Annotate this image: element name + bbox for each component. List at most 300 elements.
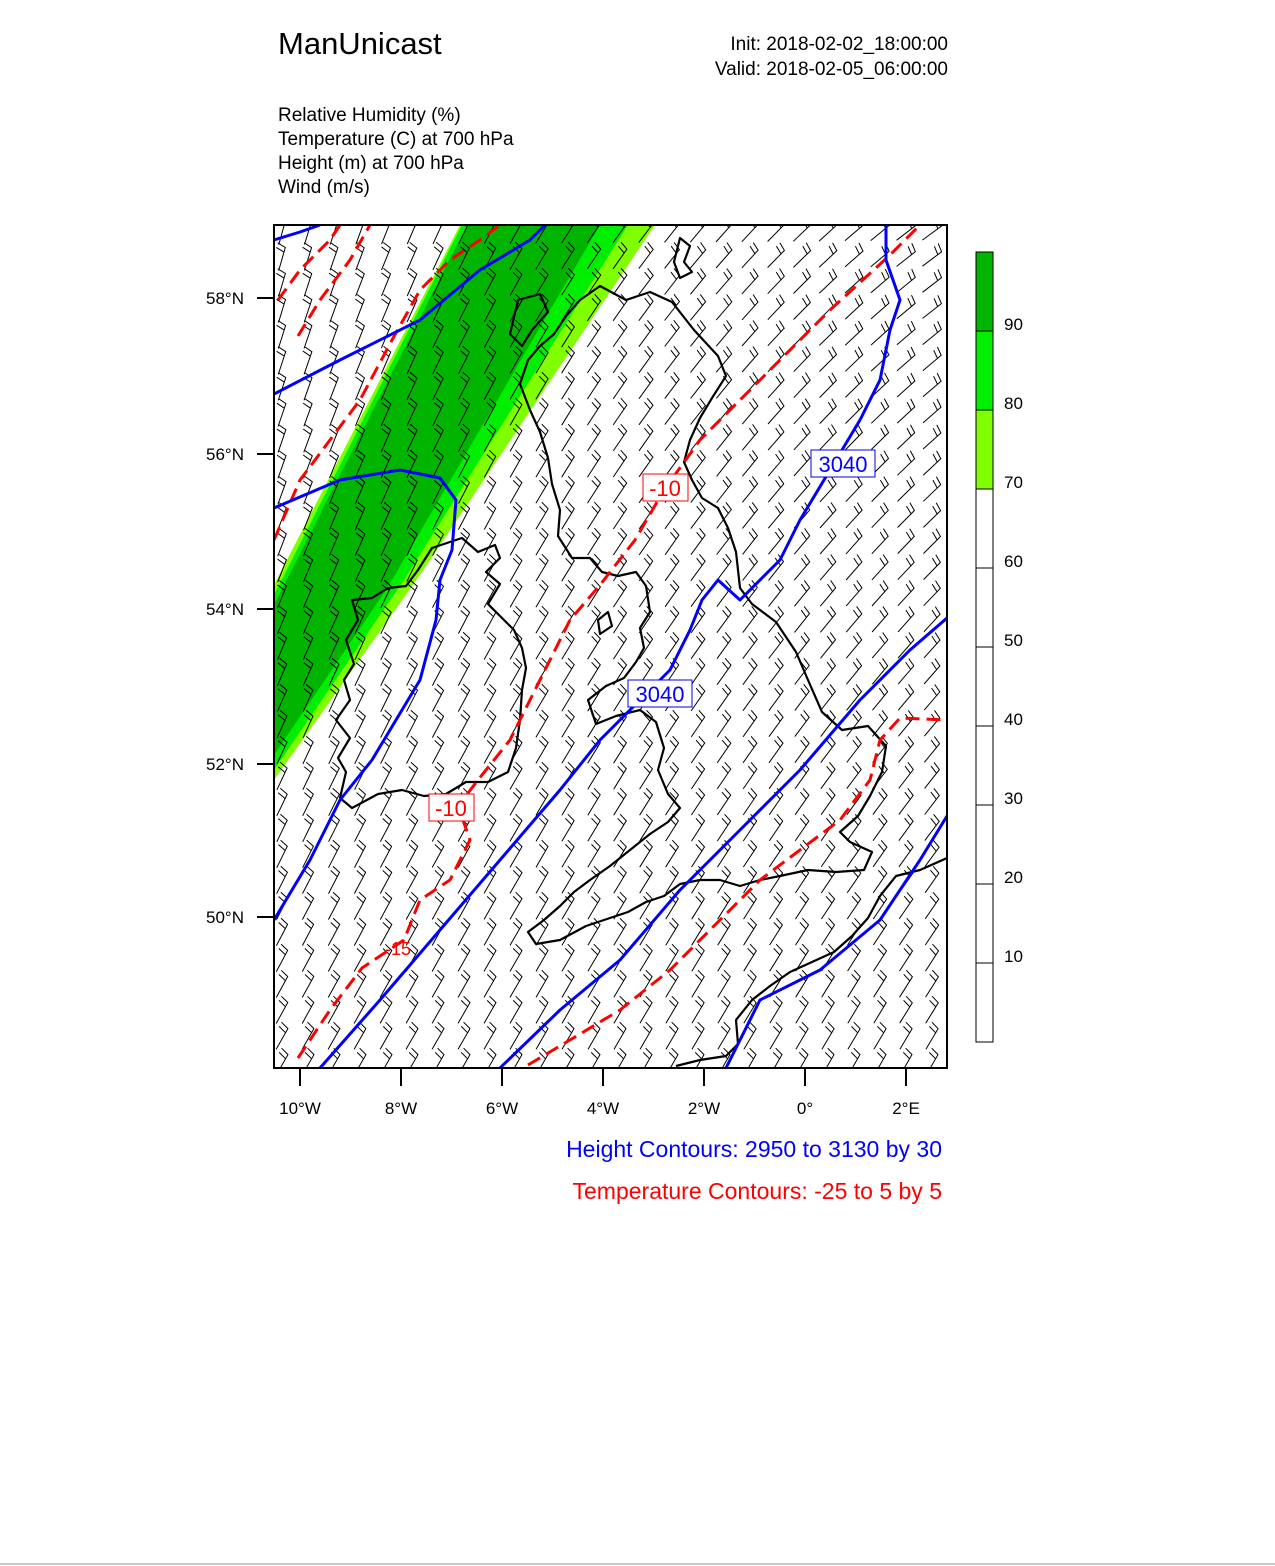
wind-barb — [691, 788, 704, 815]
wind-barb — [871, 295, 889, 319]
wind-barb — [820, 503, 836, 529]
colorbar-label-40: 40 — [1004, 710, 1023, 729]
wind-barb — [666, 996, 678, 1023]
wind-barb — [562, 970, 574, 997]
wind-barb — [848, 1048, 860, 1075]
wind-barb — [640, 1048, 652, 1075]
wind-barb — [690, 216, 705, 242]
wind-barb — [665, 580, 679, 607]
wind-barb — [484, 970, 496, 997]
wind-barb — [562, 502, 575, 529]
wind-barb — [690, 242, 705, 268]
wind-barb — [587, 320, 600, 347]
wind-barb — [794, 347, 811, 372]
wind-barb — [406, 1022, 418, 1049]
wind-barb — [536, 554, 548, 581]
wind-barb — [614, 606, 627, 633]
wind-barb — [924, 736, 939, 762]
wind-barb — [874, 1022, 886, 1049]
wind-barb — [794, 269, 811, 294]
wind-barb — [691, 528, 705, 554]
wind-barb — [407, 658, 418, 685]
wind-barb — [381, 684, 392, 712]
wind-barb — [406, 762, 417, 789]
wind-barb — [484, 996, 496, 1023]
wind-barb — [407, 710, 418, 737]
wind-barb — [794, 554, 809, 580]
wind-barb — [562, 398, 575, 425]
wind-barb — [562, 424, 575, 451]
wind-barb — [871, 425, 888, 450]
wind-barb — [329, 866, 340, 893]
wind-barb — [562, 1022, 574, 1049]
temp-contour-4 — [298, 225, 920, 1058]
height-contour-1 — [274, 225, 320, 240]
wind-barb — [899, 814, 913, 840]
wind-barb — [276, 1048, 288, 1075]
field-relative-humidity: Relative Humidity (%) — [278, 105, 461, 126]
wind-barb — [484, 944, 496, 971]
wind-barb — [640, 736, 653, 763]
wind-barb — [536, 1048, 548, 1075]
wind-barb — [614, 684, 627, 711]
colorbar-label-30: 30 — [1004, 789, 1023, 808]
wind-barb — [640, 996, 652, 1023]
wind-barb — [640, 1022, 652, 1049]
lon-label-8w: 8°W — [384, 1099, 418, 1118]
wind-barb — [277, 425, 286, 453]
wind-barb — [329, 321, 338, 349]
wind-barb — [355, 295, 364, 323]
wind-barb — [691, 502, 705, 528]
wind-barb — [769, 866, 782, 893]
wind-barb — [872, 684, 887, 710]
wind-barb — [432, 840, 444, 867]
wind-barb — [819, 269, 836, 293]
wind-barb — [744, 918, 757, 945]
wind-barb — [458, 944, 470, 971]
wind-barb — [922, 218, 941, 241]
wind-barb — [768, 269, 785, 294]
wind-barb — [666, 762, 679, 789]
wind-barb — [484, 814, 496, 841]
lat-label-56: 56°N — [206, 445, 244, 464]
wind-barb — [846, 555, 862, 581]
temperature-contour-note: Temperature Contours: -25 to 5 by 5 — [572, 1178, 942, 1204]
wind-barb — [458, 554, 469, 581]
wind-barb — [899, 788, 913, 814]
wind-barb — [665, 372, 679, 398]
wind-barb — [926, 996, 939, 1023]
wind-barb — [354, 866, 365, 893]
colorbar-label-10: 10 — [1004, 947, 1023, 966]
wind-barb — [639, 398, 653, 425]
wind-barb — [795, 736, 809, 762]
wind-barb — [925, 788, 940, 814]
wind-barb — [381, 762, 392, 789]
wind-barb — [923, 399, 941, 423]
wind-barb — [381, 658, 392, 686]
wind-barb — [874, 1048, 886, 1075]
page-divider — [0, 1563, 1275, 1565]
wind-barb — [613, 528, 626, 555]
wind-barb — [822, 970, 835, 997]
wind-barb — [900, 944, 913, 971]
wind-barb — [665, 528, 679, 555]
wind-barb — [898, 477, 915, 502]
lon-label-2e: 2°E — [892, 1099, 920, 1118]
wind-barb — [924, 659, 940, 685]
wind-barb — [588, 814, 600, 841]
wind-barb — [432, 762, 443, 789]
wind-barb — [382, 217, 391, 245]
lat-label-54: 54°N — [206, 600, 244, 619]
wind-barb — [692, 840, 705, 867]
wind-barb — [406, 814, 417, 841]
wind-barb — [354, 892, 365, 919]
wind-barb — [613, 372, 627, 399]
wind-barb — [743, 502, 758, 528]
wind-barb — [536, 892, 548, 919]
wind-barb — [380, 814, 391, 841]
wind-barb — [691, 658, 705, 685]
wind-barb — [742, 424, 757, 450]
wind-barb — [355, 840, 366, 867]
wind-barb — [277, 373, 286, 401]
wind-barb — [794, 477, 810, 503]
wind-barb — [380, 866, 391, 893]
wind-barb — [458, 996, 470, 1023]
wind-barb — [432, 658, 443, 685]
wind-barb — [458, 1048, 470, 1075]
wind-barb — [588, 892, 600, 919]
wind-barb — [484, 658, 496, 685]
wind-barb — [926, 1048, 938, 1075]
wind-barb — [665, 398, 679, 424]
wind-barb — [899, 736, 914, 762]
wind-barb — [328, 892, 339, 919]
wind-barb — [716, 320, 731, 346]
wind-barb — [302, 996, 314, 1023]
wind-barb — [768, 425, 784, 451]
wind-barb — [769, 736, 783, 763]
wind-barb — [691, 450, 706, 476]
wind-barb — [407, 268, 417, 296]
wind-barb — [768, 321, 784, 346]
wind-barb — [898, 581, 914, 606]
wind-barb — [717, 606, 731, 632]
wind-barb — [897, 373, 915, 397]
wind-barb — [820, 555, 836, 581]
wind-barb — [277, 477, 286, 505]
wind-barb — [302, 892, 313, 919]
wind-barb — [794, 295, 811, 320]
wind-barb — [768, 502, 783, 528]
wind-barb — [328, 970, 340, 997]
wind-barb — [925, 814, 939, 840]
wind-barb — [665, 606, 679, 633]
colorbar-label-70: 70 — [1004, 473, 1023, 492]
wind-barb — [458, 710, 469, 737]
wind-barb — [924, 555, 941, 580]
wind-barb — [872, 529, 888, 554]
wind-barb — [355, 710, 366, 738]
wind-barb — [665, 502, 679, 529]
wind-barb — [382, 268, 391, 296]
temp-label-2: -10 — [435, 796, 467, 821]
wind-barb — [717, 762, 730, 789]
colorbar-label-80: 80 — [1004, 394, 1023, 413]
height-contour-6 — [726, 816, 947, 1068]
wind-barb — [742, 217, 758, 242]
wind-barb — [822, 996, 834, 1023]
wind-barb — [717, 658, 731, 685]
wind-barb — [846, 632, 861, 658]
wind-barb — [768, 217, 785, 242]
wind-barb — [692, 814, 705, 841]
wind-barb — [277, 866, 288, 893]
temp-label-3: -15 — [384, 939, 412, 959]
wind-barb — [639, 346, 653, 372]
wind-barb — [845, 217, 863, 241]
wind-barb — [845, 243, 863, 267]
wind-barb — [484, 1048, 496, 1075]
wind-barb — [820, 529, 836, 555]
wind-barb — [923, 347, 941, 371]
wind-barb — [587, 346, 600, 373]
wind-barb — [536, 840, 548, 867]
wind-barb — [588, 424, 601, 451]
lat-label-52: 52°N — [206, 755, 244, 774]
wind-barb — [874, 996, 886, 1023]
coastline-orkney — [674, 238, 692, 278]
wind-barb — [562, 866, 574, 893]
wind-barb — [406, 996, 418, 1023]
wind-barb — [846, 503, 862, 528]
wind-barb — [822, 1048, 834, 1075]
wind-barb — [639, 268, 653, 294]
wind-barb — [484, 476, 495, 503]
wind-barb — [768, 451, 784, 477]
wind-barb — [900, 970, 913, 997]
wind-barb — [897, 399, 915, 423]
lon-label-0: 0° — [796, 1099, 814, 1118]
wind-barb — [639, 502, 653, 529]
wind-barb — [846, 581, 862, 607]
wind-barb — [458, 658, 469, 685]
wind-barb — [407, 632, 418, 659]
coastline-isle-of-man — [598, 612, 612, 634]
wind-barb — [613, 398, 627, 425]
wind-barb — [718, 996, 730, 1023]
wind-barb — [354, 1048, 366, 1075]
wind-barb — [795, 892, 808, 919]
wind-barb — [742, 269, 758, 294]
wind-barb — [899, 840, 913, 867]
wind-barb — [613, 502, 626, 529]
wind-barb — [769, 710, 783, 736]
wind-barb — [587, 398, 600, 425]
wind-barb — [381, 710, 392, 737]
wind-barb — [562, 736, 574, 763]
wind-barb — [380, 840, 391, 867]
wind-barb — [639, 450, 653, 477]
lat-label-58: 58°N — [206, 289, 244, 308]
wind-barb — [768, 476, 783, 502]
wind-barb — [793, 243, 810, 268]
wind-barb — [536, 606, 548, 633]
wind-barb — [562, 710, 574, 737]
wind-barb — [795, 606, 810, 632]
wind-barb — [588, 788, 600, 815]
wind-barb — [407, 216, 416, 244]
wind-barb — [510, 762, 522, 789]
wind-barb — [302, 1048, 314, 1075]
colorbar-label-20: 20 — [1004, 868, 1023, 887]
wind-barb — [303, 762, 313, 790]
wind-barb — [354, 970, 366, 997]
rh-colorbar — [976, 252, 993, 1042]
wind-barb — [768, 528, 783, 554]
wind-barb — [303, 814, 314, 842]
wind-barb — [588, 632, 601, 659]
wind-barb — [484, 1022, 496, 1049]
wind-barb — [639, 554, 652, 581]
wind-barb — [872, 503, 889, 528]
wind-barb — [277, 347, 286, 375]
wind-barb — [562, 918, 574, 945]
wind-barb — [899, 762, 914, 788]
wind-barb — [923, 425, 941, 449]
wind-barb — [845, 347, 862, 372]
wind-barb — [744, 944, 757, 971]
wind-barb — [898, 529, 915, 554]
height-label-2: 3040 — [635, 682, 685, 707]
wind-barb — [432, 1048, 444, 1075]
wind-barb — [433, 632, 444, 659]
wind-barb — [562, 944, 574, 971]
wind-barb — [588, 476, 601, 503]
field-temperature: Temperature (C) at 700 hPa — [278, 129, 514, 150]
wind-barb — [510, 554, 522, 581]
wind-barb — [665, 710, 678, 737]
wind-barb — [716, 243, 732, 269]
wind-barb — [923, 373, 941, 397]
wind-barb — [329, 736, 339, 764]
wind-barb — [458, 970, 470, 997]
wind-barb — [770, 1022, 782, 1049]
wind-barb — [588, 840, 600, 867]
wind-barb — [666, 1022, 678, 1049]
wind-barb — [303, 788, 314, 816]
wind-barb — [898, 684, 913, 710]
wind-barb — [770, 1048, 782, 1075]
wind-barb — [718, 944, 731, 971]
wind-barb — [743, 788, 756, 815]
wind-barb — [407, 736, 418, 763]
wind-barb — [897, 269, 916, 292]
wind-barb — [900, 996, 913, 1023]
wind-barb — [846, 477, 862, 502]
wind-barb — [692, 1022, 704, 1049]
wind-barb — [796, 1022, 808, 1049]
wind-barb — [821, 762, 835, 788]
wind-barb — [848, 970, 861, 997]
wind-barb — [613, 320, 627, 347]
wind-barb — [562, 684, 574, 711]
wind-barb — [484, 892, 496, 919]
wind-barb — [925, 762, 940, 788]
wind-barb — [872, 607, 888, 633]
wind-barb — [924, 581, 941, 606]
field-height: Height (m) at 700 hPa — [278, 153, 464, 174]
wind-barb — [923, 269, 942, 292]
wind-barb — [588, 996, 600, 1023]
wind-barb — [924, 710, 939, 736]
wind-barb — [821, 736, 835, 762]
wind-barb — [897, 347, 915, 371]
wind-barb — [822, 918, 835, 945]
wind-barb — [795, 814, 809, 841]
wind-barb — [899, 918, 912, 945]
colorbar-label-50: 50 — [1004, 631, 1023, 650]
wind-barb — [510, 996, 522, 1023]
wind-barb — [329, 710, 339, 738]
wind-barb — [510, 788, 522, 815]
wind-barb — [277, 451, 286, 479]
wind-barb — [898, 607, 914, 632]
wind-barb — [562, 580, 574, 607]
wind-barb — [897, 425, 914, 449]
wind-barb — [640, 840, 653, 867]
wind-barb — [717, 554, 731, 580]
wind-barb — [614, 788, 627, 815]
wind-barb — [717, 736, 731, 763]
wind-barb — [743, 606, 757, 632]
wind-barb — [718, 970, 730, 997]
wind-barb — [742, 398, 758, 424]
wind-barb — [458, 684, 469, 711]
wind-barb — [666, 1048, 678, 1075]
wind-barb — [458, 866, 470, 893]
wind-barb — [510, 1022, 522, 1049]
valid-time: Valid: 2018-02-05_06:00:00 — [714, 59, 948, 80]
wind-barb — [872, 633, 888, 659]
wind-barb — [562, 606, 574, 633]
wind-barb — [381, 294, 390, 322]
height-label-1: 3040 — [818, 452, 868, 477]
wind-barb — [639, 320, 653, 346]
wind-barb — [847, 892, 860, 919]
colorbar-label-60: 60 — [1004, 552, 1023, 571]
wind-barb — [277, 840, 288, 868]
wind-barb — [639, 294, 653, 320]
wind-barb — [587, 372, 600, 399]
wind-barb — [406, 840, 417, 867]
wind-barb — [639, 424, 653, 451]
wind-barb — [329, 295, 338, 323]
wind-barb — [924, 529, 941, 554]
wind-barb — [770, 996, 782, 1023]
wind-barb — [848, 996, 860, 1023]
field-wind: Wind (m/s) — [278, 177, 370, 198]
wind-barb — [536, 502, 548, 529]
wind-barb — [795, 710, 809, 736]
wind-barb — [484, 684, 496, 711]
wind-barb — [666, 918, 678, 945]
wind-barb — [380, 996, 392, 1023]
wind-barb — [717, 476, 732, 502]
